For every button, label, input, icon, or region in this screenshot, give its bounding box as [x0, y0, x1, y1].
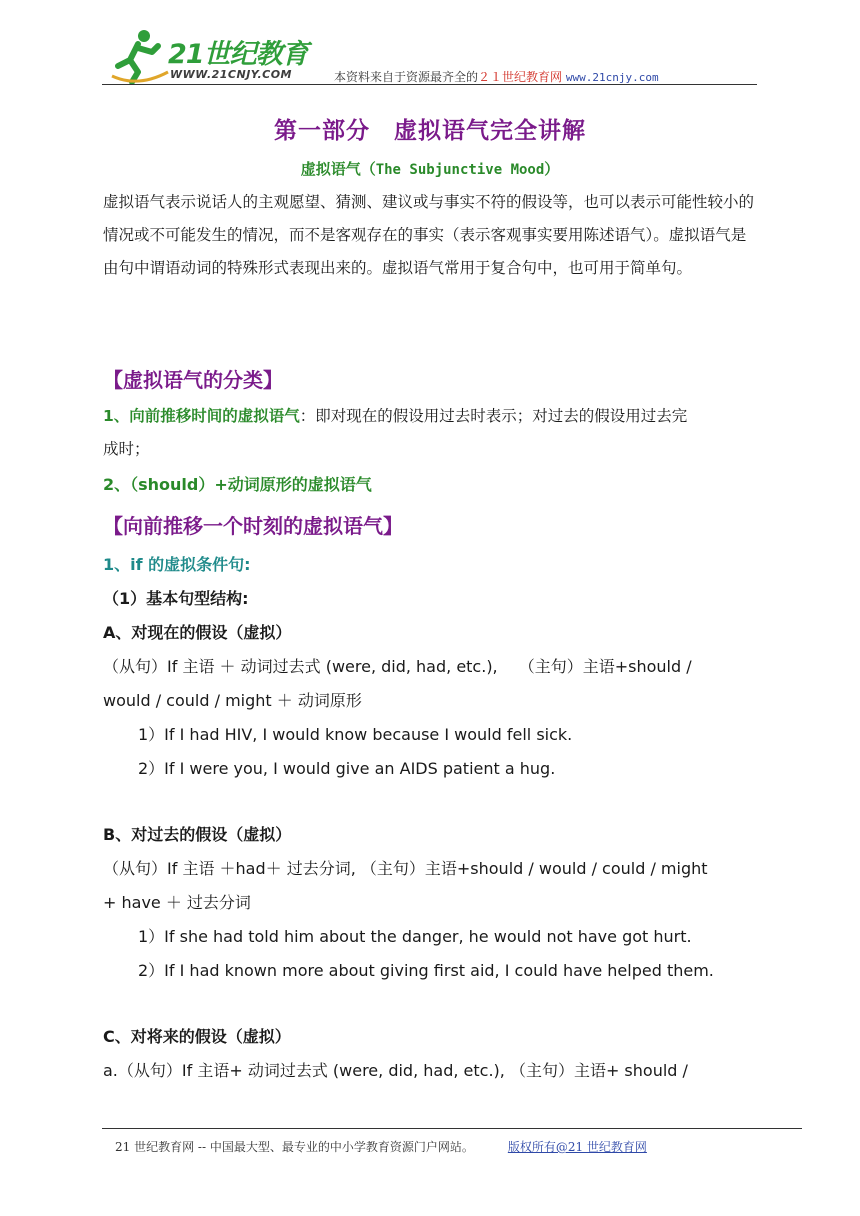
footer-divider	[102, 1128, 802, 1129]
classification-item-1	[103, 400, 758, 466]
case-b-rule-1: （从句）If 主语 ＋had＋ 过去分词, （主句）主语+should / would / could / might	[103, 859, 708, 878]
case-b-rule-2: + have ＋ 过去分词	[103, 893, 251, 912]
section-classification-heading: 【虚拟语气的分类】	[103, 368, 283, 392]
case-a-example-2: 2）If I were you, I would give an AIDS patient a hug.	[138, 759, 556, 778]
logo-url: WWW.21CNJY.COM	[170, 68, 292, 81]
subtitle-zh: 虚拟语气（	[300, 160, 376, 178]
footer-copyright-link[interactable]: 版权所有@21 世纪教育网	[507, 1140, 647, 1154]
case-c-rule-1: a.（从句）If 主语+ 动词过去式 (were, did, had, etc.), （主句）主语+ should /	[103, 1061, 688, 1080]
item1-head: 1、向前推移时间的虚拟语气	[103, 407, 300, 425]
header-note-brand[interactable]: ２１世纪教育网	[478, 70, 563, 84]
case-b-example-2: 2）If I had known more about giving first aid, I could have helped them.	[138, 961, 714, 980]
if-clause-heading: 1、if 的虚拟条件句:	[103, 555, 251, 574]
case-a-rule-2: would / could / might ＋ 动词原形	[103, 691, 362, 710]
page-subtitle	[0, 158, 860, 179]
header-note-prefix: 本资料来自于资源最齐全的	[334, 70, 479, 84]
page-title: 第一部分 虚拟语气完全讲解	[274, 118, 586, 144]
logo-text: 21世纪教育	[168, 39, 308, 70]
header-note-url[interactable]: www.21cnjy.com	[565, 71, 659, 84]
page-footer	[115, 1138, 647, 1155]
header-note	[334, 68, 659, 85]
basic-structure-heading: （1）基本句型结构:	[103, 589, 249, 608]
page-header	[102, 22, 757, 86]
runner-icon	[108, 26, 172, 86]
classification-item-2: 2、（should）+动词原形的虚拟语气	[103, 475, 372, 494]
case-a-heading: A、对现在的假设（虚拟）	[103, 623, 292, 642]
case-c-heading: C、对将来的假设（虚拟）	[103, 1027, 291, 1046]
subtitle-close: ）	[544, 160, 560, 178]
intro-paragraph: 虚拟语气表示说话人的主观愿望、猜测、建议或与事实不符的假设等，也可以表示可能性较小的情况或不可能发生的情况，而不是客观存在的事实（表示客观事实要用陈述语气）。虚拟语气是由句中谓语动词的特殊形式表现出来的。虚拟语气常用于复合句中，也可用于简单句。	[103, 193, 755, 277]
header-divider	[102, 84, 757, 85]
item1-body-a: ：即对现在的假设用过去时表示；对过去的假设用过去完	[299, 407, 688, 425]
site-logo	[108, 26, 308, 86]
item1-body-b: 成时；	[103, 440, 150, 458]
case-a-example-1: 1）If I had HIV, I would know because I would fell sick.	[138, 725, 573, 744]
footer-left-text: 21 世纪教育网 -- 中国最大型、最专业的中小学教育资源门户网站。	[115, 1140, 474, 1154]
case-a-rule-1: （从句）If 主语 ＋ 动词过去式 (were, did, had, etc.), （主句）主语+should /	[103, 657, 692, 676]
section-shift-heading: 【向前推移一个时刻的虚拟语气】	[103, 514, 403, 538]
case-b-heading: B、对过去的假设（虚拟）	[103, 825, 292, 844]
subtitle-en: The Subjunctive Mood	[375, 162, 545, 178]
case-b-example-1: 1）If she had told him about the danger, he would not have got hurt.	[138, 927, 692, 946]
